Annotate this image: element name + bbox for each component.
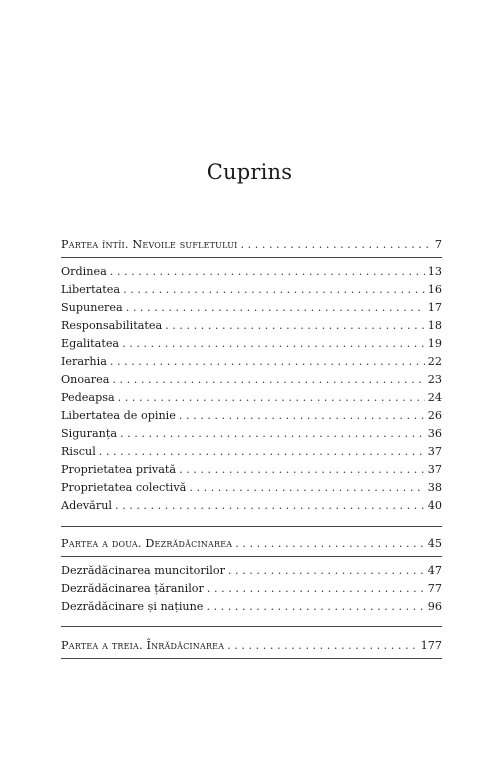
- dot-leader: [126, 299, 425, 317]
- page-number: 22: [427, 355, 442, 368]
- dot-leader: [115, 497, 425, 515]
- dot-leader: [179, 461, 425, 479]
- entry-title: Egalitatea: [61, 337, 120, 350]
- page-number: 36: [427, 427, 442, 440]
- toc-entry[interactable]: [61, 407, 442, 425]
- dot-leader: [123, 281, 425, 299]
- section-divider: [61, 556, 442, 557]
- dot-leader: [110, 353, 425, 371]
- part-title: Partea a doua. Dezrădăcinarea: [61, 537, 233, 550]
- page-number: 38: [427, 481, 442, 494]
- section-divider: [61, 526, 442, 527]
- page-number: 18: [427, 319, 442, 332]
- page-number: 23: [427, 373, 442, 386]
- entry-title: Ordinea: [61, 265, 107, 278]
- entry-title: Onoarea: [61, 373, 110, 386]
- page-number: 96: [427, 600, 442, 613]
- dot-leader: [120, 425, 425, 443]
- entry-title: Responsabilitatea: [61, 319, 163, 332]
- page-number: 37: [427, 463, 442, 476]
- toc-entry[interactable]: [61, 598, 442, 616]
- entry-title: Adevărul: [61, 499, 112, 512]
- toc-entry[interactable]: [61, 497, 442, 515]
- toc-entry[interactable]: [61, 263, 442, 281]
- page-number: 24: [427, 391, 442, 404]
- toc-entry[interactable]: [61, 580, 442, 598]
- toc-entry[interactable]: [61, 443, 442, 461]
- dot-leader: [206, 598, 424, 616]
- entry-title: Pedeapsa: [61, 391, 115, 404]
- entry-title: Ierarhia: [61, 355, 107, 368]
- entry-title: Dezrădăcinare și națiune: [61, 600, 204, 613]
- entry-title: Libertatea: [61, 283, 121, 296]
- page-number: 177: [420, 639, 442, 652]
- entry-title: Proprietatea privată: [61, 463, 177, 476]
- dot-leader: [99, 443, 425, 461]
- toc-entry[interactable]: [61, 425, 442, 443]
- page-number: 77: [427, 582, 442, 595]
- page-number: 13: [427, 265, 442, 278]
- dot-leader: [189, 479, 424, 497]
- page-number: 19: [427, 337, 442, 350]
- dot-leader: [241, 236, 432, 254]
- page-number: 47: [427, 564, 442, 577]
- part-title: Partea întîi. Nevoile sufletului: [61, 238, 238, 251]
- entry-title: Riscul: [61, 445, 96, 458]
- entry-title: Siguranța: [61, 427, 117, 440]
- toc-part-2[interactable]: [61, 535, 442, 553]
- page-number: 16: [427, 283, 442, 296]
- section-divider: [61, 658, 442, 659]
- page-number: 26: [427, 409, 442, 422]
- toc-entry[interactable]: [61, 389, 442, 407]
- dot-leader: [122, 335, 425, 353]
- dot-leader: [207, 580, 425, 598]
- section-divider: [61, 626, 442, 627]
- toc-entry[interactable]: [61, 371, 442, 389]
- entry-title: Libertatea de opinie: [61, 409, 176, 422]
- page-title: Cuprins: [206, 160, 293, 184]
- page-number: 40: [427, 499, 442, 512]
- dot-leader: [179, 407, 425, 425]
- toc-entry[interactable]: [61, 335, 442, 353]
- part-title: Partea a treia. Înrădăcinarea: [61, 639, 225, 652]
- toc-entry[interactable]: [61, 281, 442, 299]
- dot-leader: [235, 535, 425, 553]
- page-number: 45: [427, 537, 442, 550]
- toc-entry[interactable]: [61, 479, 442, 497]
- toc-entry[interactable]: [61, 461, 442, 479]
- dot-leader: [110, 263, 425, 281]
- page-number: 17: [427, 301, 442, 314]
- page-number: 7: [434, 238, 442, 251]
- entry-title: Dezrădăcinarea muncitorilor: [61, 564, 225, 577]
- toc-part-3[interactable]: [61, 637, 442, 655]
- toc-entry[interactable]: [61, 299, 442, 317]
- dot-leader: [228, 562, 425, 580]
- page-number: 37: [427, 445, 442, 458]
- entry-title: Dezrădăcinarea țăranilor: [61, 582, 204, 595]
- dot-leader: [227, 637, 417, 655]
- entry-title: Supunerea: [61, 301, 123, 314]
- toc-part-1[interactable]: [61, 236, 442, 254]
- toc-entry[interactable]: [61, 562, 442, 580]
- toc-entry[interactable]: [61, 353, 442, 371]
- dot-leader: [118, 389, 425, 407]
- entry-title: Proprietatea colectivă: [61, 481, 187, 494]
- section-divider: [61, 257, 442, 258]
- toc-entry[interactable]: [61, 317, 442, 335]
- dot-leader: [112, 371, 424, 389]
- dot-leader: [165, 317, 425, 335]
